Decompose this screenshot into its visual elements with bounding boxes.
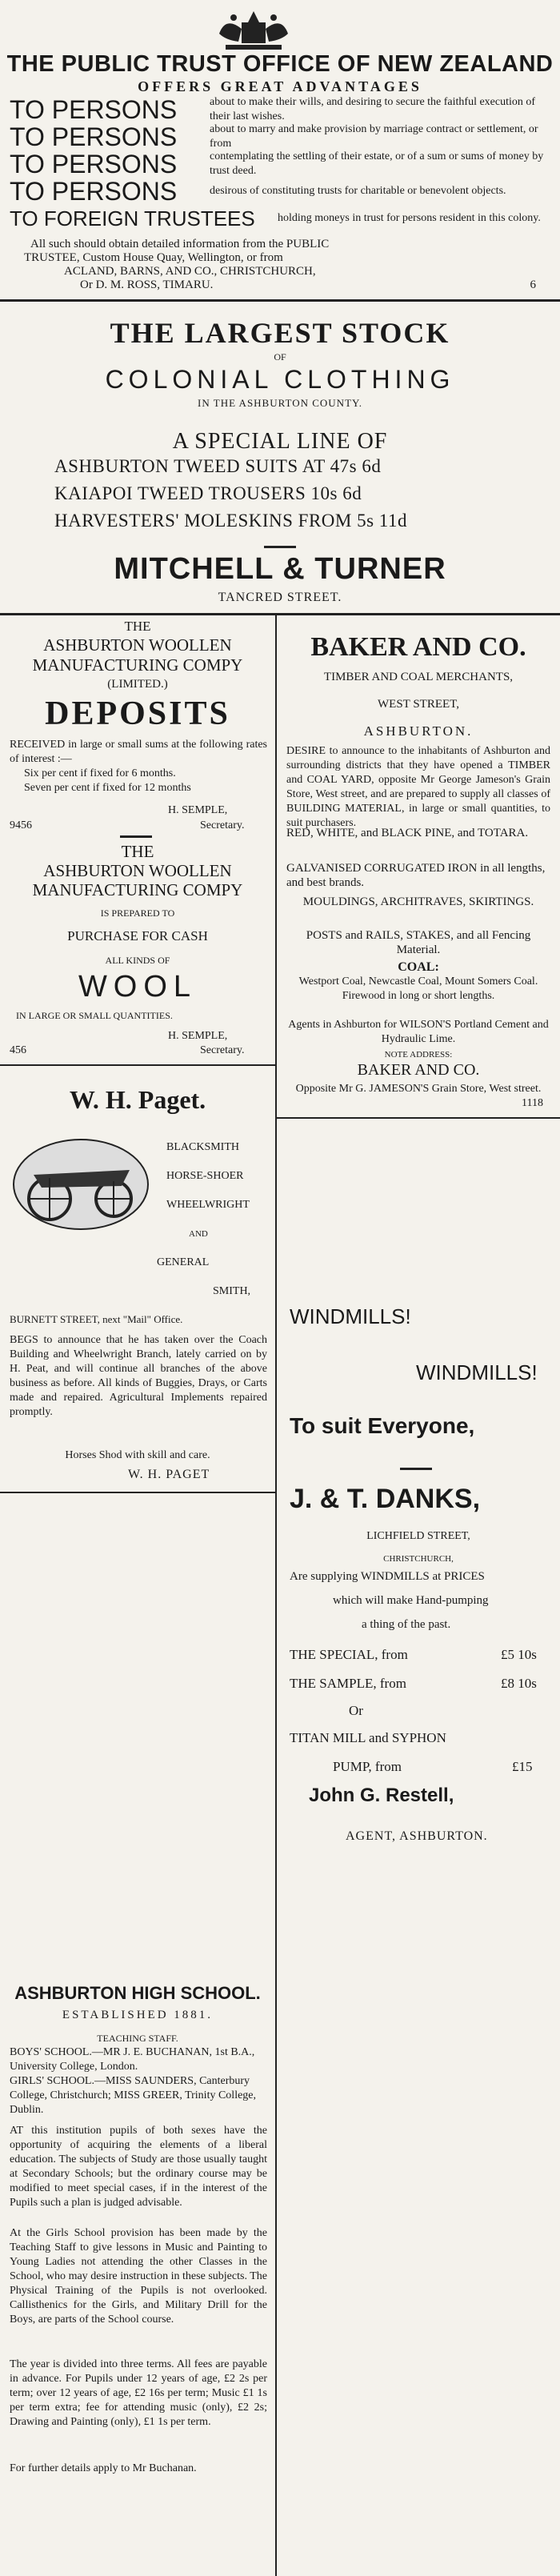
- woollen2-signer: H. SEMPLE,: [168, 1030, 228, 1042]
- trust-row-text: about to make their wills, and desiring to secure the faithful execution of their last wishes.: [210, 96, 536, 122]
- woollen2-kinds: ALL KINDS OF: [105, 955, 170, 966]
- danks-supplying1: Are supplying WINDMILLS at PRICES: [290, 1570, 485, 1583]
- ad-number: 1118: [522, 1097, 543, 1109]
- school-established: ESTABLISHED 1881.: [62, 2009, 214, 2021]
- trade-line: BLACKSMITH: [166, 1141, 240, 1153]
- tancred-street: TANCRED STREET.: [218, 591, 342, 604]
- divider: [0, 1064, 275, 1066]
- danks-city: CHRISTCHURCH,: [383, 1554, 454, 1564]
- woollen1-name: ASHBURTON WOOLLEN: [43, 635, 232, 655]
- wool-heading: WOOL: [78, 970, 198, 1004]
- school-para2: At the Girls School provision has been made by the Teaching Staff to give lessons in Music and Painting to Young Ladies not attending the other Classes in the School, who may desire instruction in these subjects. The Physical Training of the Pupils is not overlooked. Callisthenics for the Girls, and Military Drill for the Boys, are parts of the School course.: [10, 2227, 267, 2326]
- baker-agents: Agents in Ashburton for WILSON'S Portland Cement and Hydraulic Lime.: [288, 1019, 549, 1045]
- woollen1-mfg: MANUFACTURING COMPY: [32, 655, 243, 675]
- public-trust-rows: [10, 96, 552, 232]
- ashburton-county: IN THE ASHBURTON COUNTY.: [198, 397, 362, 409]
- public-trust-title: THE PUBLIC TRUST OFFICE OF NEW ZEALAND: [6, 51, 554, 77]
- danks-firm: J. & T. DANKS,: [290, 1484, 481, 1514]
- baker-sub2: WEST STREET,: [378, 698, 459, 711]
- baker-note: NOTE ADDRESS:: [384, 1050, 453, 1060]
- ad-number: 9456: [10, 819, 32, 831]
- price-titan-value: £15: [512, 1759, 533, 1774]
- colonial-clothing: COLONIAL CLOTHING: [105, 365, 455, 394]
- price-titan-name: TITAN MILL and SYPHON: [290, 1730, 446, 1745]
- baker-sub1: TIMBER AND COAL MERCHANTS,: [323, 671, 514, 683]
- woollen1-signer: H. SEMPLE,: [168, 804, 228, 816]
- trust-row-head: TO FOREIGN TRUSTEES: [10, 206, 255, 230]
- paget-signer: W. H. PAGET: [128, 1468, 210, 1481]
- baker-body: DESIRE to announce to the inhabitants of Ashburton and surrounding districts that they have opened a TIMBER and COAL YARD, opposite Mr George Jameson's Grain Store, West street, and are prepared to supply all classes of BUILDING MATERIAL, in large or small quantities, to suit purchasers.: [286, 745, 550, 829]
- trust-row: [10, 150, 552, 178]
- trade-line: SMITH,: [213, 1285, 251, 1297]
- trust-footer-line: [24, 278, 552, 292]
- baker-coal-head: COAL:: [398, 960, 439, 974]
- woollen1-role: Secretary.: [200, 819, 245, 831]
- trust-row: [10, 205, 552, 232]
- ad-number: 6: [530, 278, 536, 291]
- divider: [120, 835, 152, 838]
- trust-footer-line: TRUSTEE, Custom House Quay, Wellington, or from: [24, 251, 283, 264]
- baker-sub3: ASHBURTON.: [363, 723, 474, 739]
- deposits-heading: DEPOSITS: [45, 695, 230, 732]
- trade-line: WHEELWRIGHT: [166, 1199, 250, 1211]
- baker-firm: BAKER AND CO.: [357, 1061, 480, 1079]
- trust-row: [10, 178, 552, 205]
- trust-row-head: TO PERSONS: [10, 94, 178, 124]
- special-line: A SPECIAL LINE OF: [172, 429, 388, 454]
- trust-row: [10, 96, 552, 123]
- coat-of-arms-icon: [210, 5, 298, 53]
- woollen2-mfg: MANUFACTURING COMPY: [32, 880, 243, 899]
- divider: [400, 1468, 432, 1470]
- trust-row-text: contemplating the settling of their estate, or of a sum or sums of money by trust deed.: [210, 150, 544, 177]
- item-tweed-suits: ASHBURTON TWEED SUITS AT 47s 6d: [54, 456, 382, 476]
- trust-row: [10, 123, 552, 150]
- woollen2-role: Secretary.: [200, 1044, 245, 1056]
- price-sample-name: THE SAMPLE, from: [290, 1676, 406, 1691]
- divider: [0, 613, 560, 615]
- trust-row-text: holding moneys in trust for persons resident in this colony.: [278, 212, 541, 224]
- price-special-name: THE SPECIAL, from: [290, 1647, 408, 1662]
- woollen1-the: THE: [124, 619, 151, 634]
- baker-iron: GALVANISED CORRUGATED IRON in all lengths, and best brands.: [286, 862, 546, 889]
- divider: [264, 546, 296, 548]
- school-title: ASHBURTON HIGH SCHOOL.: [14, 1983, 261, 2003]
- mitchell-turner: MITCHELL & TURNER: [114, 552, 446, 586]
- trust-row-head: TO PERSONS: [10, 149, 178, 178]
- divider: [0, 299, 560, 302]
- largest-stock-of: OF: [274, 351, 286, 363]
- windmills-line1: WINDMILLS!: [290, 1304, 411, 1328]
- danks-street: LICHFIELD STREET,: [366, 1530, 470, 1542]
- school-para3: The year is divided into three terms. All fees are payable in advance. For Pupils under 12 years of age, £2 2s per term; over 12 years of age, £2 16s per term; Music £1 1s per term extra; fee for attending music (only), £2 2s; Drawing and Painting (only), £1 1s per term.: [10, 2358, 267, 2428]
- baker-pine: RED, WHITE, and BLACK PINE, and TOTARA.: [286, 827, 529, 839]
- school-para4: For further details apply to Mr Buchanan.: [10, 2462, 197, 2474]
- danks-supplying3: a thing of the past.: [362, 1618, 451, 1631]
- public-trust-footer: [24, 238, 552, 292]
- woollen2-the: THE: [121, 842, 154, 861]
- woollen2-quantities: IN LARGE OR SMALL QUANTITIES.: [16, 1010, 173, 1021]
- paget-horses: Horses Shod with skill and care.: [65, 1449, 210, 1461]
- restell-name: John G. Restell,: [309, 1785, 454, 1806]
- paget-address: BURNETT STREET, next "Mail" Office.: [10, 1313, 183, 1325]
- school-staff-head: TEACHING STAFF.: [97, 2033, 178, 2044]
- divider: [277, 1117, 560, 1119]
- danks-supplying2: which will make Hand-pumping: [333, 1594, 489, 1607]
- trust-footer-line: All such should obtain detailed information from the PUBLIC: [30, 238, 330, 250]
- school-staff-girls: GIRLS' SCHOOL.—MISS SAUNDERS, Canterbury College, Christchurch; MISS GREER, Trinity College, Dublin.: [10, 2075, 257, 2116]
- deposits-body: RECEIVED in large or small sums at the following rates of interest :—: [10, 739, 267, 765]
- baker-title: BAKER AND CO.: [310, 632, 526, 662]
- price-sample-value: £8 10s: [501, 1676, 537, 1691]
- price-or: Or: [349, 1703, 363, 1718]
- woollen2-prepared: IS PREPARED TO: [100, 907, 175, 919]
- trust-row-text: about to marry and make provision by marriage contract or settlement, or from: [210, 123, 538, 150]
- school-para1: AT this institution pupils of both sexes have the opportunity of acquiring the elements of a liberal education. The subjects of Study are those usually taught at Secondary Schools; but the ordinary course may be modified to meet special cases, if in the interest of the Pupils such a plan is judged advisable.: [10, 2125, 267, 2209]
- windmills-line3: To suit Everyone,: [290, 1413, 475, 1438]
- public-trust-subtitle: OFFERS GREAT ADVANTAGES: [138, 78, 422, 94]
- column-rule: [275, 615, 277, 2576]
- trust-row-head: TO PERSONS: [10, 122, 178, 151]
- baker-mouldings: MOULDINGS, ARCHITRAVES, SKIRTINGS.: [302, 895, 534, 908]
- baker-coal-body: Westport Coal, Newcastle Coal, Mount Somers Coal. Firewood in long or short lengths.: [298, 976, 538, 1002]
- rate-seven: Seven per cent if fixed for 12 months: [24, 782, 191, 794]
- trust-footer-ross: Or D. M. ROSS, TIMARU.: [80, 278, 214, 291]
- baker-opposite: Opposite Mr G. JAMESON'S Grain Store, West street.: [295, 1083, 542, 1095]
- largest-stock-title: THE LARGEST STOCK: [110, 317, 450, 349]
- restell-role: AGENT, ASHBURTON.: [346, 1829, 488, 1843]
- item-tweed-trousers: KAIAPOI TWEED TROUSERS 10s 6d: [54, 483, 362, 503]
- woollen2-name: ASHBURTON WOOLLEN: [43, 861, 232, 880]
- paget-body: BEGS to announce that he has taken over the Coach Building and Wheelwright Branch, lately carried on by H. Peat, and will continue all branches of the above business as before. All kinds of Buggies, Drays, or Carts made and repaired. Agricultural Implements repaired promptly.: [10, 1334, 267, 1418]
- paget-title: W. H. Paget.: [69, 1085, 206, 1114]
- trust-row-text: desirous of constituting trusts for charitable or benevolent objects.: [210, 185, 506, 197]
- trade-line: GENERAL: [157, 1256, 210, 1268]
- price-special-value: £5 10s: [501, 1647, 537, 1662]
- woollen1-limited: (LIMITED.): [107, 678, 168, 691]
- windmills-line2: WINDMILLS!: [416, 1360, 538, 1384]
- rate-six: Six per cent if fixed for 6 months.: [24, 767, 176, 779]
- trade-line: HORSE-SHOER: [166, 1170, 244, 1182]
- divider: [0, 1492, 275, 1493]
- baker-posts: POSTS and RAILS, STAKES, and all Fencing Material.: [306, 929, 531, 956]
- school-staff-boys: BOYS' SCHOOL.—MR J. E. BUCHANAN, 1st B.A., University College, London.: [10, 2046, 255, 2073]
- item-moleskins: HARVESTERS' MOLESKINS FROM 5s 11d: [54, 511, 407, 531]
- carriage-illustration: [10, 1135, 152, 1234]
- woollen2-purchase: PURCHASE FOR CASH: [67, 928, 208, 943]
- ad-number: 456: [10, 1044, 26, 1056]
- trust-footer-line: ACLAND, BARNS, AND CO., CHRISTCHURCH,: [64, 265, 316, 278]
- trust-row-head: TO PERSONS: [10, 176, 178, 206]
- trade-line: AND: [189, 1229, 208, 1239]
- price-titan-name2: PUMP, from: [333, 1759, 402, 1774]
- paget-trades: [157, 1133, 273, 1306]
